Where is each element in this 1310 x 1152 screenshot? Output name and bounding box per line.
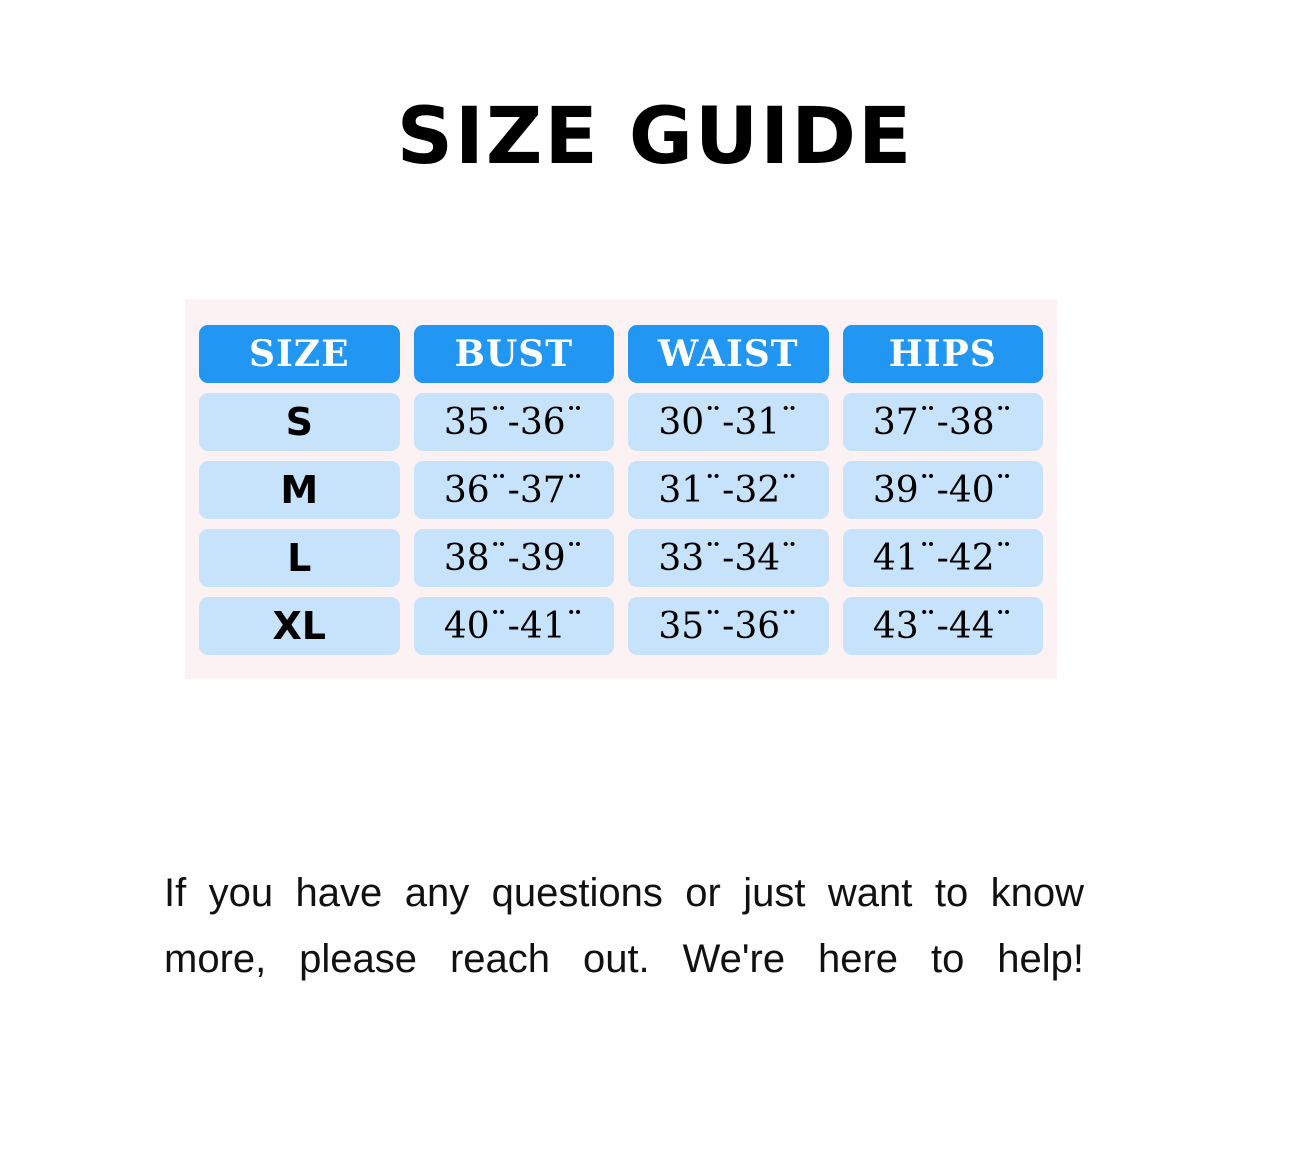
cell-bust-m: 36¨-37¨ xyxy=(414,461,615,519)
cell-waist-m: 31¨-32¨ xyxy=(628,461,829,519)
page-title: SIZE GUIDE xyxy=(396,92,914,182)
column-header-hips: HIPS xyxy=(843,325,1044,383)
table-header-row xyxy=(199,325,1043,383)
table-row xyxy=(199,597,1043,655)
column-header-bust: BUST xyxy=(414,325,615,383)
cell-waist-s: 30¨-31¨ xyxy=(628,393,829,451)
size-table xyxy=(185,315,1057,665)
cell-size-s: S xyxy=(199,393,400,451)
cell-bust-l: 38¨-39¨ xyxy=(414,529,615,587)
cell-size-m: M xyxy=(199,461,400,519)
cell-bust-s: 35¨-36¨ xyxy=(414,393,615,451)
cell-hips-s: 37¨-38¨ xyxy=(843,393,1044,451)
cell-waist-l: 33¨-34¨ xyxy=(628,529,829,587)
help-note: If you have any questions or just want to know more, please reach out. We're here to help! xyxy=(164,871,1084,981)
size-table-body xyxy=(199,393,1043,655)
cell-bust-xl: 40¨-41¨ xyxy=(414,597,615,655)
cell-hips-xl: 43¨-44¨ xyxy=(843,597,1044,655)
table-row xyxy=(199,393,1043,451)
size-table-head xyxy=(199,325,1043,383)
cell-size-l: L xyxy=(199,529,400,587)
table-row xyxy=(199,529,1043,587)
cell-waist-xl: 35¨-36¨ xyxy=(628,597,829,655)
table-row xyxy=(199,461,1043,519)
cell-size-xl: XL xyxy=(199,597,400,655)
cell-hips-l: 41¨-42¨ xyxy=(843,529,1044,587)
column-header-size: SIZE xyxy=(199,325,400,383)
size-table-container xyxy=(185,299,1057,679)
cell-hips-m: 39¨-40¨ xyxy=(843,461,1044,519)
column-header-waist: WAIST xyxy=(628,325,829,383)
